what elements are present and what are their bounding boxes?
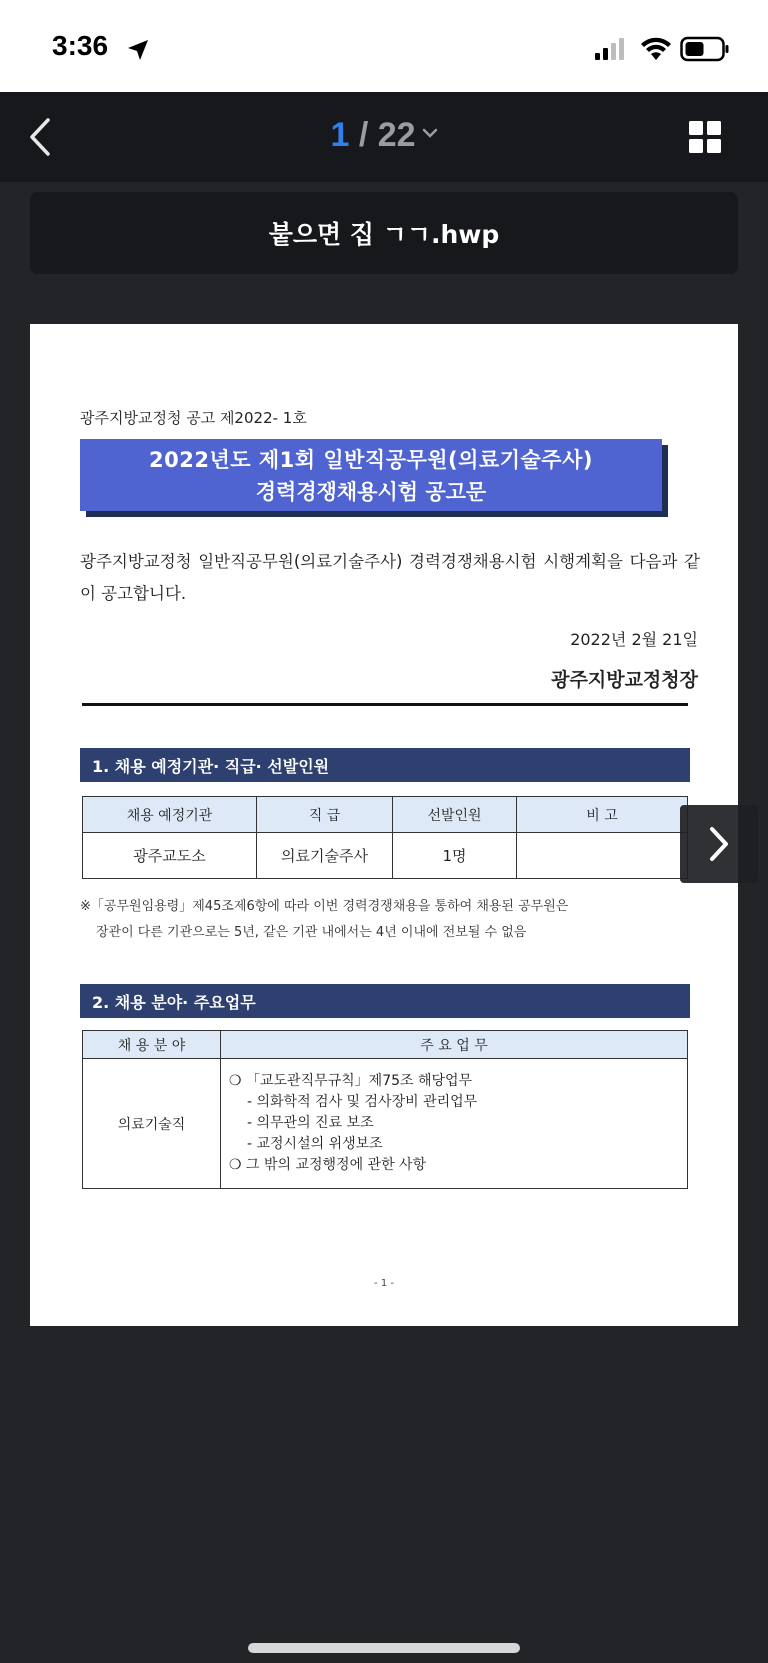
next-page-button[interactable]: [680, 805, 758, 883]
table-cell: 광주교도소: [83, 833, 257, 879]
duty-item: ❍ 「교도관직무규칙」제75조 해당업무: [229, 1073, 473, 1089]
notice-number: 광주지방교정청 공고 제2022- 1호: [80, 409, 307, 427]
issuer-name: 광주지방교정청장: [551, 669, 698, 691]
table-cell: 1명: [393, 833, 517, 879]
file-name: 붙으면 집 ㄱㄱ.hwp: [268, 220, 500, 249]
duties-cell: [221, 1059, 688, 1189]
status-bar: [0, 0, 768, 92]
table-header: 채용 예정기관: [83, 797, 257, 833]
wifi-icon: [638, 35, 674, 63]
table-header-row: [83, 1031, 688, 1059]
table-header: 비 고: [517, 797, 688, 833]
duty-item: - 교정시설의 위생보조: [247, 1136, 383, 1152]
status-time: 3:36: [52, 30, 109, 61]
table-header: 선발인원: [393, 797, 517, 833]
viewer-toolbar: [0, 92, 768, 182]
title-line-2: 경력경쟁채용시험 공고문: [255, 480, 487, 504]
footnote-line-1: ※「공무원임용령」제45조제6항에 따라 이번 경력경쟁채용을 통하여 채용된 공무원은: [80, 899, 569, 914]
document-title: [80, 439, 662, 511]
intro-paragraph: 광주지방교정청 일반직공무원(의료기술주사) 경력경쟁채용시험 시행계획을 다음과 같이 공고합니다.: [80, 552, 700, 603]
page-separator: /: [349, 116, 378, 154]
document-page-number: - 1 -: [374, 1278, 394, 1289]
chevron-right-icon: [706, 824, 732, 864]
table-cell: 의료기술주사: [257, 833, 393, 879]
duty-item: - 의화학적 검사 및 검사장비 관리업무: [247, 1094, 478, 1110]
table-cell: [517, 833, 688, 879]
battery-icon: [680, 36, 730, 62]
divider-line: [82, 703, 688, 706]
total-pages: 22: [377, 116, 416, 154]
notice-date: 2022년 2월 21일: [570, 630, 698, 649]
duty-item: ❍ 그 밖의 교정행정에 관한 사항: [229, 1157, 427, 1173]
chevron-down-icon: [422, 128, 438, 138]
table-row: [83, 1059, 688, 1189]
grid-view-icon[interactable]: [688, 120, 722, 154]
section-1-heading: 1. 채용 예정기관· 직급· 선발인원: [80, 748, 690, 782]
home-indicator[interactable]: [248, 1643, 520, 1653]
page-indicator[interactable]: [0, 116, 768, 155]
section-2-heading: 2. 채용 분야· 주요업무: [80, 984, 690, 1018]
duty-item: - 의무관의 진료 보조: [247, 1115, 374, 1131]
table-header-row: [83, 797, 688, 833]
file-name-bar: [30, 192, 738, 274]
duties-table: [82, 1030, 688, 1189]
cellular-signal-icon: [593, 37, 629, 61]
location-arrow-icon: [126, 38, 150, 62]
footnote: [80, 894, 710, 946]
document-page[interactable]: [30, 324, 738, 1326]
table-header: 채 용 분 야: [83, 1031, 221, 1059]
title-line-1: 2022년도 제1회 일반직공무원(의료기술주사): [149, 448, 593, 472]
table-header: 직 급: [257, 797, 393, 833]
table-row: [83, 833, 688, 879]
recruitment-table: [82, 796, 688, 879]
footnote-line-2: 장관이 다른 기관으로는 5년, 같은 기관 내에서는 4년 이내에 전보될 수 없음: [96, 925, 527, 940]
table-header: 주 요 업 무: [221, 1031, 688, 1059]
table-cell: 의료기술직: [83, 1059, 221, 1189]
current-page: 1: [330, 116, 350, 154]
